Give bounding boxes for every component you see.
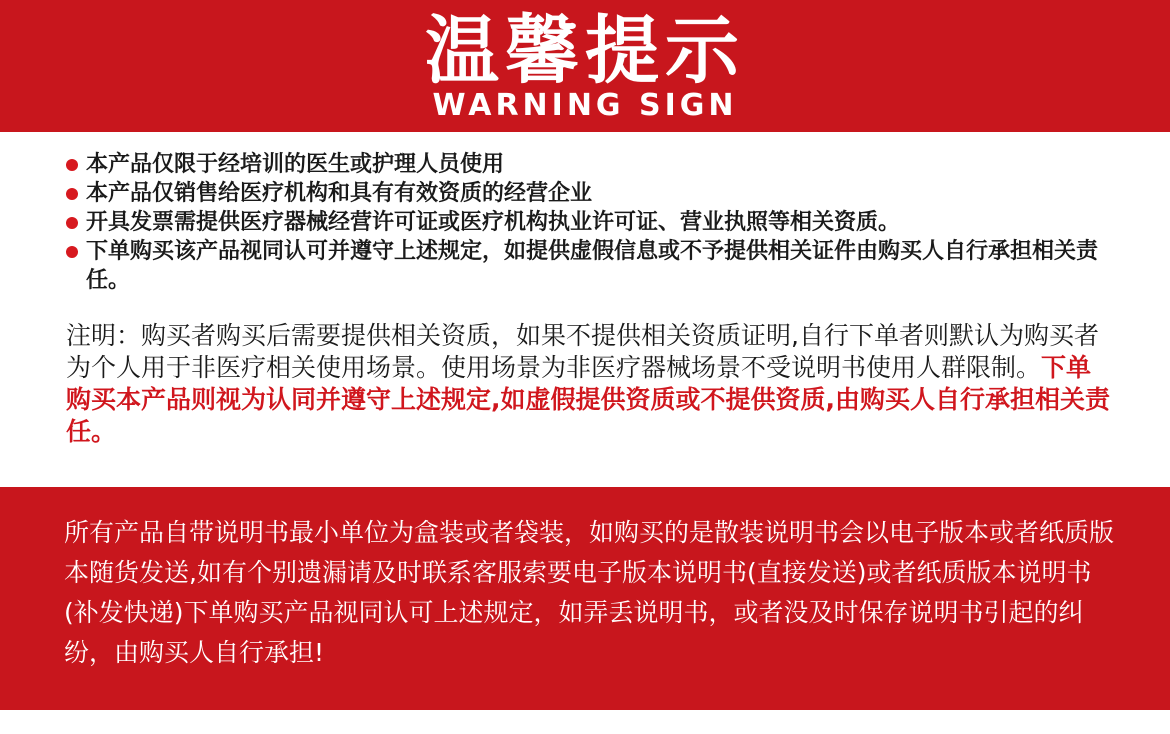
rule-text: 开具发票需提供医疗器械经营许可证或医疗机构执业许可证、营业执照等相关资质。: [86, 210, 901, 235]
rules-list: [66, 150, 1126, 295]
manual-notice-text: 所有产品自带说明书最小单位为盒装或者袋装，如购买的是散装说明书会以电子版本或者纸质版本随货发送,如有个别遗漏请及时联系客服索要电子版本说明书(直接发送)或者纸质版本说明书(补发快递)下单购买产品视同认可上述规定，如弄丢说明书，或者没及时保存说明书引起的纠纷，由购买人自行承担!: [64, 518, 1115, 667]
page-subtitle: WARNING SIGN: [432, 88, 738, 123]
warning-header-banner: [0, 0, 1170, 132]
rule-item: [66, 179, 1126, 208]
rule-item: [66, 237, 1126, 295]
bullet-dot-icon: [66, 159, 78, 171]
rule-text: 本产品仅销售给医疗机构和具有有效资质的经营企业: [86, 181, 593, 206]
disclaimer-note: [66, 320, 1116, 448]
bullet-dot-icon: [66, 217, 78, 229]
bullet-dot-icon: [66, 246, 78, 258]
rule-item: [66, 208, 1126, 237]
bullet-dot-icon: [66, 188, 78, 200]
rule-item: [66, 150, 1126, 179]
page-title: 温馨提示: [425, 8, 745, 94]
instruction-manual-banner: [0, 487, 1170, 710]
note-highlight-text: 下单购买本产品则视为认同并遵守上述规定,如虚假提供资质或不提供资质,由购买人自行承担相关责任。: [66, 353, 1110, 446]
note-text: 注明：购买者购买后需要提供相关资质，如果不提供相关资质证明,自行下单者则默认为购买者为个人用于非医疗相关使用场景。使用场景为非医疗器械场景不受说明书使用人群限制。: [66, 321, 1099, 382]
rule-text: 本产品仅限于经培训的医生或护理人员使用: [86, 152, 505, 177]
rule-text: 下单购买该产品视同认可并遵守上述规定，如提供虚假信息或不予提供相关证件由购买人自行承担相关责任。: [86, 239, 1099, 293]
